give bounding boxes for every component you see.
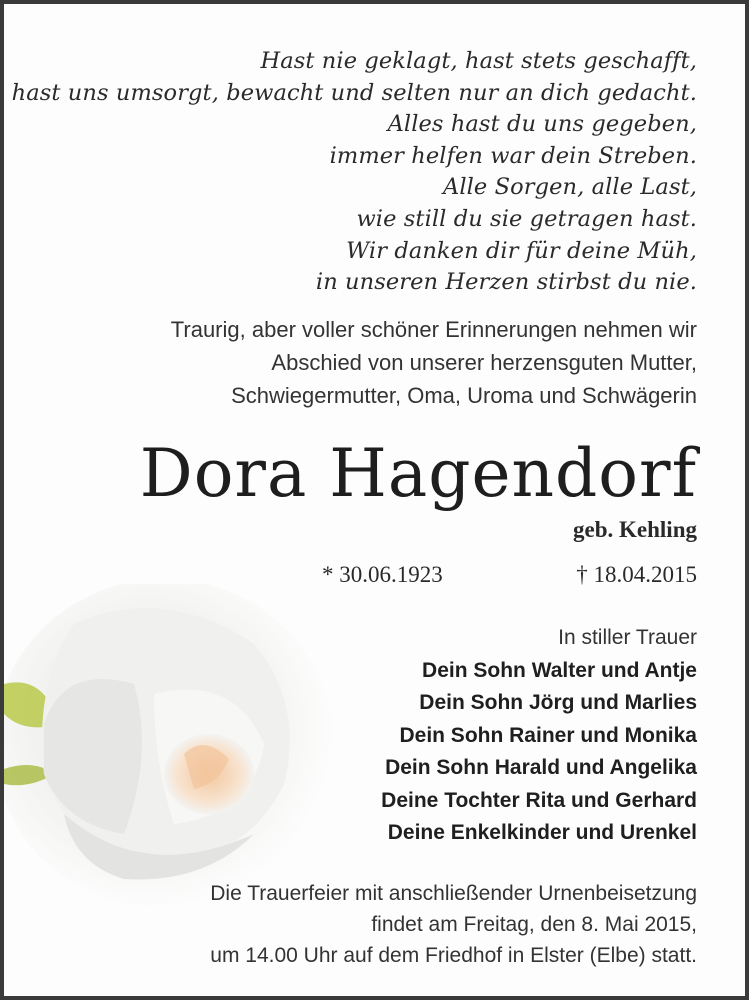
intro-line: Schwiegermutter, Oma, Uroma und Schwägerin bbox=[231, 383, 697, 408]
poem-line: immer helfen war dein Streben. bbox=[329, 142, 697, 169]
mourners-heading: In stiller Trauer bbox=[558, 626, 697, 649]
maiden-name: geb. Kehling bbox=[573, 517, 697, 542]
death-date: † 18.04.2015 bbox=[576, 562, 697, 587]
mourner-entry: Dein Sohn Jörg und Marlies bbox=[419, 691, 697, 714]
mourner-entry: Dein Sohn Rainer und Monika bbox=[399, 723, 697, 747]
birth-date: * 30.06.1923 bbox=[322, 562, 443, 587]
service-line: findet am Freitag, den 8. Mai 2015, bbox=[371, 913, 697, 936]
mourner-entry: Dein Sohn Walter und Antje bbox=[422, 658, 697, 682]
intro-line: Abschied von unserer herzensguten Mutter, bbox=[271, 350, 697, 375]
mourners-list bbox=[381, 622, 697, 850]
poem-line: Alle Sorgen, alle Last, bbox=[442, 174, 697, 201]
poem-line: Wir danken dir für deine Müh, bbox=[346, 237, 697, 264]
poem bbox=[12, 46, 697, 299]
poem-line: hast uns umsorgt, bewacht und selten nur an dich gedacht. bbox=[11, 79, 697, 106]
service-line: um 14.00 Uhr auf dem Friedhof in Elster (Elbe) statt. bbox=[210, 944, 697, 967]
mourner-entry: Deine Enkelkinder und Urenkel bbox=[387, 821, 697, 844]
poem-line: Alles hast du uns gegeben, bbox=[387, 111, 697, 138]
deceased-name: Dora Hagendorf bbox=[139, 435, 697, 512]
mourner-entry: Deine Tochter Rita und Gerhard bbox=[381, 788, 697, 812]
intro-text bbox=[171, 313, 697, 412]
funeral-service-info bbox=[210, 878, 697, 971]
poem-line: wie still du sie getragen hast. bbox=[356, 205, 697, 232]
white-rose-image bbox=[4, 584, 334, 914]
poem-line: in unseren Herzen stirbst du nie. bbox=[315, 269, 697, 296]
poem-line: Hast nie geklagt, hast stets geschafft, bbox=[260, 48, 697, 74]
mourner-entry: Dein Sohn Harald und Angelika bbox=[385, 756, 697, 779]
service-line: Die Trauerfeier mit anschließender Urnenbeisetzung bbox=[210, 882, 697, 905]
intro-line: Traurig, aber voller schöner Erinnerungen nehmen wir bbox=[170, 317, 697, 342]
